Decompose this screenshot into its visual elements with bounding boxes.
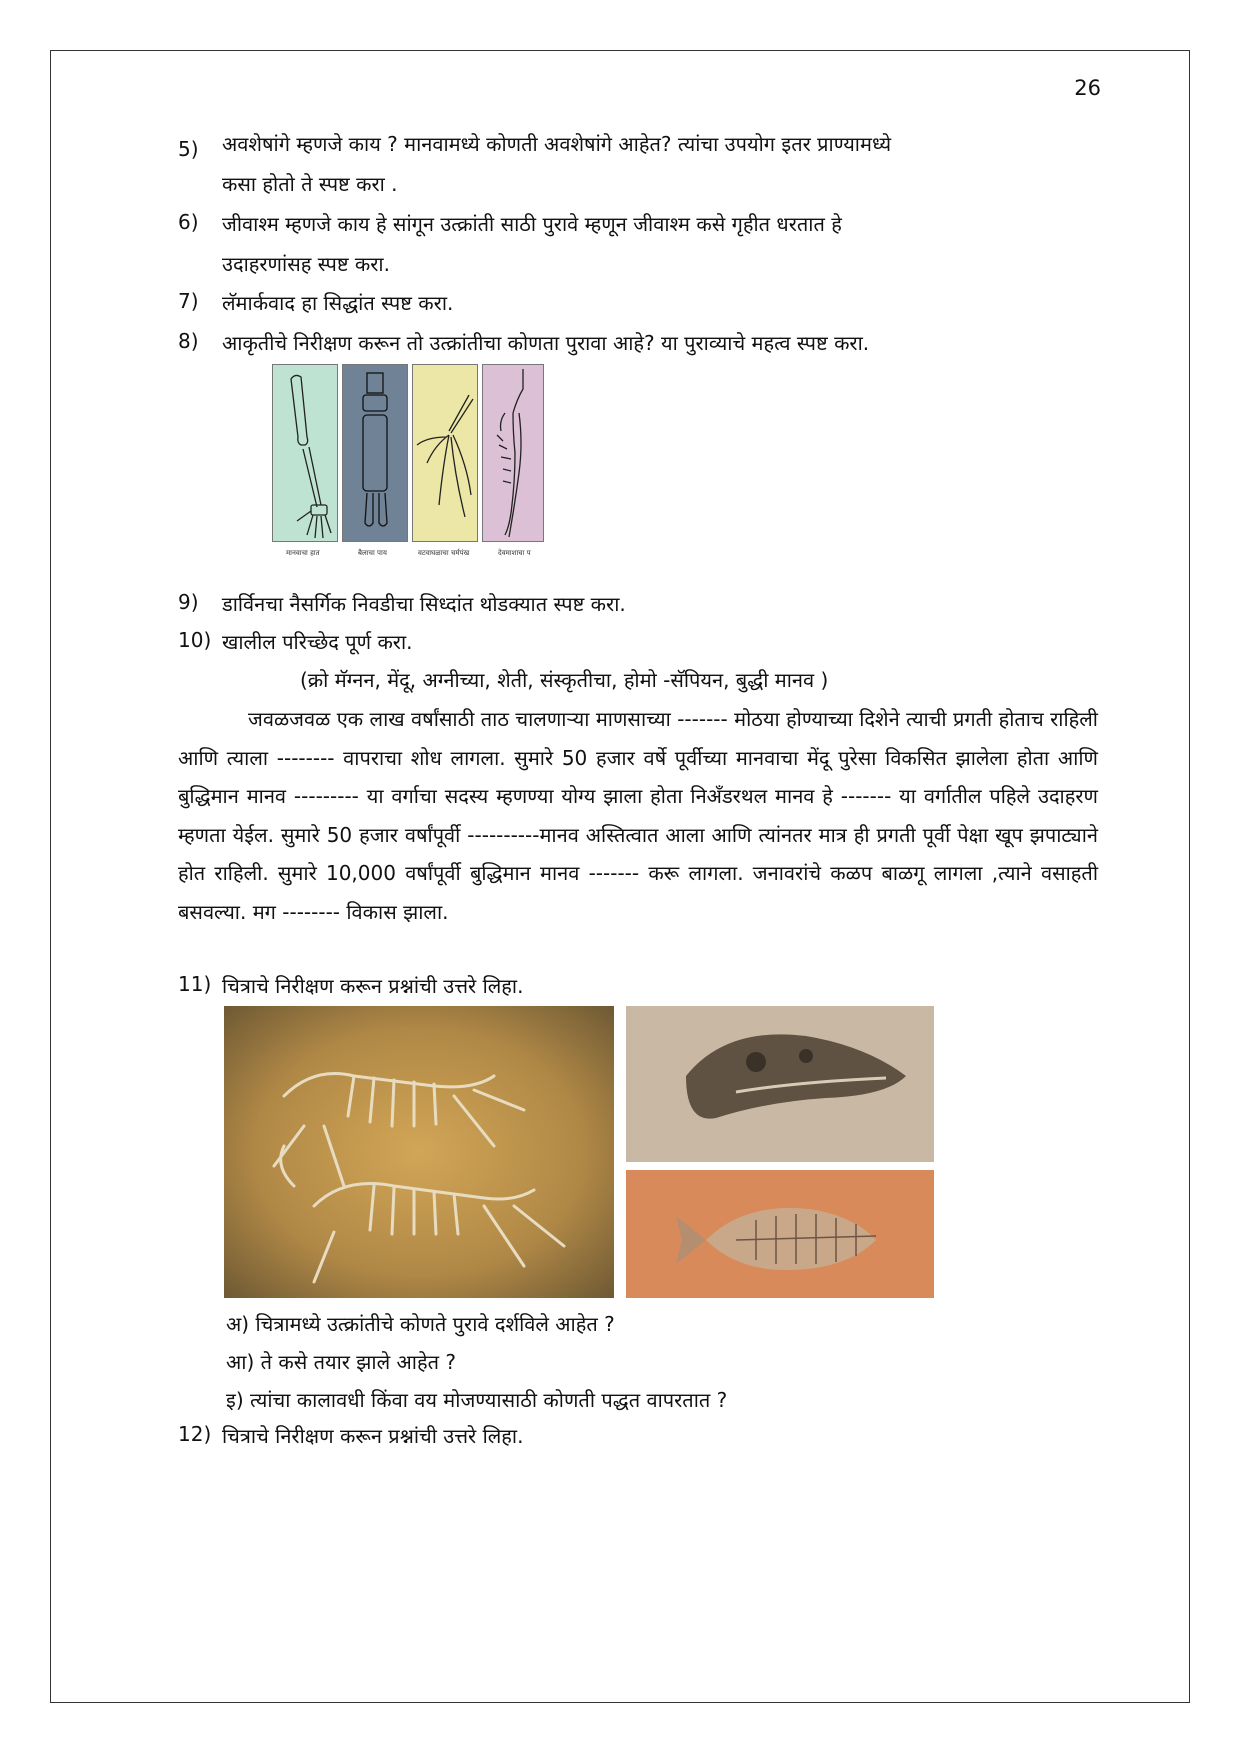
page-number: 26 bbox=[1074, 76, 1101, 100]
question-text: डार्विनचा नैसर्गिक निवडीचा सिध्दांत थोडक्यात स्पष्ट करा. bbox=[222, 592, 626, 616]
caption-ox-leg: बैलाचा पाय bbox=[358, 549, 387, 557]
human-arm-panel bbox=[272, 364, 338, 542]
fish-fossil-photo bbox=[626, 1170, 934, 1298]
question-text: खालील परिच्छेद पूर्ण करा. bbox=[222, 630, 413, 654]
question-text: लॅमार्कवाद हा सिद्धांत स्पष्ट करा. bbox=[222, 291, 454, 315]
question-text: जीवाश्म म्हणजे काय हे सांगून उत्क्रांती साठी पुरावे म्हणून जीवाश्म कसे गृहीत धरतात हे bbox=[222, 212, 842, 236]
horse-fossil-photo bbox=[224, 1006, 614, 1298]
question-text: अवशेषांगे म्हणजे काय ? मानवामध्ये कोणती अवशेषांगे आहेत? त्यांचा उपयोग इतर प्राण्यामध्ये bbox=[222, 132, 892, 156]
question-number: 9) bbox=[178, 590, 199, 614]
whale-flipper-panel bbox=[482, 364, 544, 542]
caption-human-arm: मानवाचा हात bbox=[286, 549, 320, 557]
dinosaur-skull-fossil-photo bbox=[626, 1006, 934, 1162]
question-number: 8) bbox=[178, 329, 199, 353]
question-text: आकृतीचे निरीक्षण करून तो उत्क्रांतीचा कोणता पुरावा आहे? या पुराव्याचे महत्व स्पष्ट करा. bbox=[222, 331, 870, 355]
question-text: उदाहरणांसह स्पष्ट करा. bbox=[222, 252, 390, 276]
question-text: चित्राचे निरीक्षण करून प्रश्नांची उत्तरे लिहा. bbox=[222, 1424, 524, 1448]
question-text: चित्राचे निरीक्षण करून प्रश्नांची उत्तरे लिहा. bbox=[222, 974, 524, 998]
question-number: 12) bbox=[178, 1422, 212, 1446]
question-text: कसा होतो ते स्पष्ट करा . bbox=[222, 172, 398, 196]
question-number: 7) bbox=[178, 289, 199, 313]
question-number: 11) bbox=[178, 972, 212, 996]
q11-subquestion-a: अ) चित्रामध्ये उत्क्रांतीचे कोणते पुरावे दर्शविले आहेत ? bbox=[226, 1312, 615, 1336]
homologous-limbs-figure bbox=[272, 364, 552, 559]
q11-subquestion-aa: आ) ते कसे तयार झाले आहेत ? bbox=[226, 1350, 456, 1374]
paragraph-text: जवळजवळ एक लाख वर्षांसाठी ताठ चालणाऱ्या माणसाच्या ------- मोठया होण्याच्या दिशेने त्याची प्रगती होताच राहिली आणि त्याला -------- वापराचा शोध लागला. सुमारे 50 हजार वर्षे पूर्वीच्या मानवाचा मेंदू पुरेसा विकसित झालेला होता आणि बुद्धिमान मानव --------- या वर्गाचा सदस्य म्हणण्या योग्य झाला होता निअँडरथल मानव हे ------- या वर्गातील पहिले उदाहरण म्हणता येईल. सुमारे 50 हजार वर्षांपूर्वी ----------मानव अस्तित्वात आला आणि त्यांनतर मात्र ही प्रगती पूर्वी पेक्षा खूप झपाट्याने होत राहिली. सुमारे 10,000 वर्षांपूर्वी बुद्धिमान मानव ------- करू लागला. जनावरांचे कळप बाळगू लागला ,त्याने वसाहती बसवल्या. मग -------- विकास झाला. bbox=[178, 707, 1098, 924]
ox-leg-panel bbox=[342, 364, 408, 542]
question-number: 6) bbox=[178, 210, 199, 234]
question-number: 10) bbox=[178, 628, 212, 652]
question-number: 5) bbox=[178, 137, 199, 161]
caption-bat-wing: वटवाघळाचा चर्मपंख bbox=[418, 549, 470, 557]
caption-whale-flipper: देवमाशाचा प bbox=[498, 549, 531, 557]
word-bank: (क्रो मॅग्नन, मेंदू, अग्नीच्या, शेती, संस्कृतीचा, होमो -सॅपियन, बुद्धी मानव ) bbox=[300, 668, 829, 692]
q11-subquestion-i: इ) त्यांचा कालावधी किंवा वय मोजण्यासाठी कोणती पद्धत वापरतात ? bbox=[226, 1388, 728, 1412]
fill-in-paragraph bbox=[178, 700, 1098, 931]
bat-wing-panel bbox=[412, 364, 478, 542]
